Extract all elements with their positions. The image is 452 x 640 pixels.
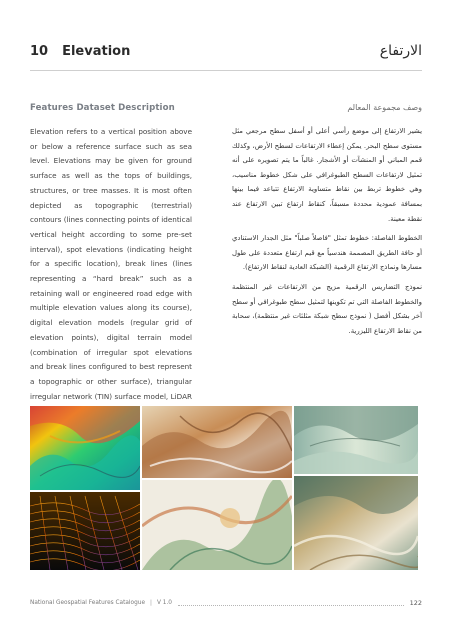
arabic-body-text	[232, 124, 422, 338]
section-number: 10	[30, 43, 49, 59]
english-column	[30, 103, 192, 419]
footer-dotted-leader	[178, 605, 404, 606]
colored-dem-image	[30, 406, 140, 490]
color-relief-image	[142, 478, 292, 570]
english-section-heading: Features Dataset Description	[30, 103, 175, 113]
page-header	[30, 40, 422, 62]
wireframe-mesh-image	[30, 492, 140, 570]
shaded-relief-image	[294, 476, 418, 570]
arabic-section-heading: وصف مجموعة المعالم	[347, 103, 422, 112]
arabic-paragraph: يشير الارتفاع إلى موضع رأسي أعلى أو أسفل سطح مرجعي مثل مستوى سطح البحر. يمكن إعطاء الارتفاعات لسطح الأرض، وكذلك قمم المباني أو المنشآت أو الأشجار. غالباً ما يتم تصويره على أنه تمثيل لارتفاعات السطح الطبوغرافي على شكل خطوط مناسيب، وهي خطوط تربط بين نقاط متساوية الارتفاع تتباعد فيما بينها بمسافة عمودية محددة مسبقاً، كنقاط ارتفاع تبين الارتفاع عند نقطة معينة.	[232, 127, 422, 223]
elevation-collage-graphic	[30, 406, 418, 570]
page-title-english: Elevation	[62, 43, 131, 59]
elevation-image-collage	[30, 406, 418, 570]
arabic-paragraph: نموذج التضاريس الرقمية مزيج من الارتفاعات غير المنتظمة والخطوط الفاصلة التي تم تكوينها لتمثيل سطح طبوغرافي أو سطح آخر بشكل أفضل ( نموذج سطح شبكة مثلثات غير منتظمة)، سحابة من نقاط الارتفاع الليزرية.	[232, 282, 422, 335]
arabic-column	[232, 103, 422, 343]
header-left	[30, 44, 130, 59]
footer-separator: |	[150, 600, 152, 606]
page-footer	[30, 597, 422, 609]
terrain-model-image	[294, 406, 418, 474]
header-divider	[30, 70, 422, 71]
footer-page-number: 122	[409, 599, 422, 607]
hillshade-image	[142, 406, 292, 478]
arabic-paragraph: الخطوط الفاصلة: خطوط تمثل "فاصلاً صلباً" مثل الجدار الاستنادي أو حافة الطريق المصممة هندسياً مع قيم ارتفاع متعددة على طول مسارها ونماذج الارتفاع الرقمية (الشبكة العادية لنقاط الارتفاع).	[232, 234, 422, 272]
footer-version: V 1.0	[156, 600, 172, 606]
footer-catalogue-name: National Geospatial Features Catalogue	[30, 600, 146, 606]
page-title-arabic: الارتفاع	[379, 43, 422, 59]
english-body-text: Elevation refers to a vertical position above or below a reference surface such as sea level. Elevations may be given for ground surface as well as the tops of buildings, structures, or tree masses. It is most often depicted as topographic (terrestrial) contours (lines connecting points of identical vertical height according to some pre-set interval), spot elevations (indicating height for a specific location), break lines (lines representing a “hard break” such as a retaining wall or engineered road edge with multiple elevation values along its course), digital elevation models (regular grid of elevation points), digital terrain model (combination of irregular spot elevations and break lines configured to best represent a topographic or other surface), triangular irregular network (TIN) surface model, LiDAR	[30, 127, 192, 401]
